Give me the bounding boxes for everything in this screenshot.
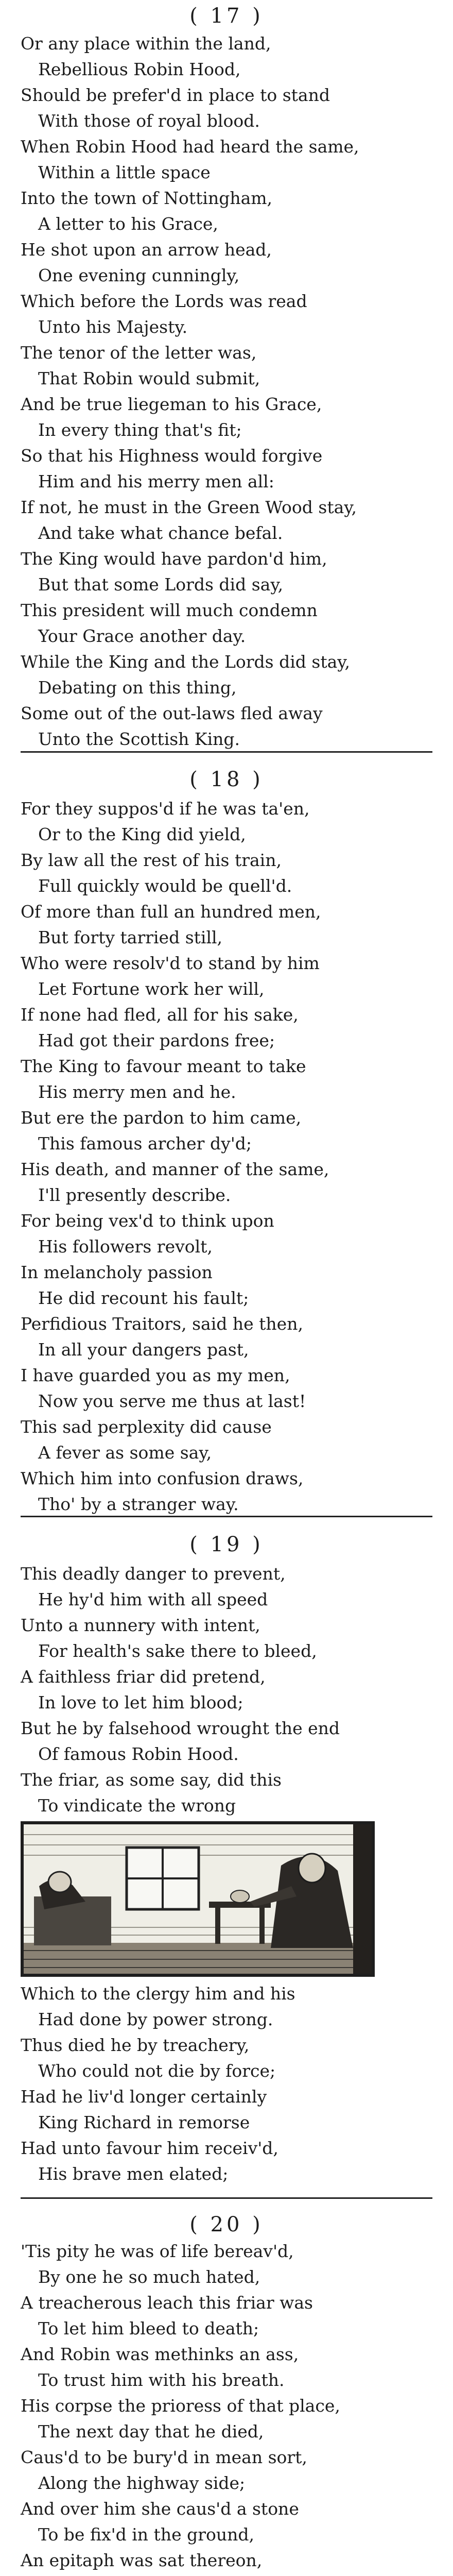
verse-block: [21, 1561, 443, 1819]
woodcut-illustration: [21, 1821, 375, 1977]
verse-line: By one he so much hated,: [38, 2267, 260, 2287]
verse-line: King Richard in remorse: [38, 2112, 250, 2132]
verse-line: In love to let him blood;: [38, 1692, 243, 1713]
verse-line: His brave men elated;: [38, 2164, 229, 2184]
page-number: ( 20 ): [189, 2213, 264, 2236]
verse-line: Had done by power strong.: [38, 2009, 273, 2029]
verse-line: Who were resolv'd to stand by him: [21, 953, 320, 973]
verse-line: Let Fortune work her will,: [38, 979, 265, 999]
page-number: ( 19 ): [189, 1533, 264, 1556]
verse-line: Into the town of Nottingham,: [21, 188, 273, 208]
verse-line: Who could not die by force;: [38, 2061, 276, 2081]
verse-block: [21, 2239, 443, 2576]
verse-line: A treacherous leach this friar was: [21, 2293, 313, 2313]
verse-line: A fever as some say,: [38, 1443, 212, 1463]
verse-line: In melancholy passion: [21, 1262, 213, 1282]
verse-line: So that his Highness would forgive: [21, 446, 323, 466]
verse-block: [21, 796, 443, 1517]
verse-line: By law all the rest of his train,: [21, 850, 282, 870]
verse-line: With those of royal blood.: [38, 111, 260, 131]
verse-line: And over him she caus'd a stone: [21, 2499, 299, 2519]
page-number: ( 18 ): [189, 768, 264, 791]
verse-line: But that some Lords did say,: [38, 574, 284, 595]
verse-line: An epitaph was sat thereon,: [21, 2550, 263, 2570]
verse-line: The King would have pardon'd him,: [21, 549, 327, 569]
verse-block: [21, 31, 443, 752]
verse-line: The friar, as some say, did this: [21, 1770, 282, 1790]
page-divider: [21, 2197, 432, 2199]
verse-line: Your Grace another day.: [38, 626, 246, 646]
page-divider: [21, 751, 432, 753]
verse-line: This deadly danger to prevent,: [21, 1564, 286, 1584]
verse-line: I'll presently describe.: [38, 1185, 231, 1205]
verse-line: To let him bleed to death;: [38, 2318, 259, 2338]
verse-line: Unto a nunnery with intent,: [21, 1615, 260, 1635]
verse-line: And take what chance befal.: [38, 523, 283, 543]
verse-line: Unto the Scottish King.: [38, 729, 240, 749]
verse-line: 'Tis pity he was of life bereav'd,: [21, 2241, 294, 2261]
verse-line: And Robin was methinks an ass,: [21, 2344, 299, 2364]
verse-line: To vindicate the wrong: [38, 1795, 236, 1816]
verse-line: Or to the King did yield,: [38, 824, 246, 844]
verse-line: The King to favour meant to take: [21, 1056, 306, 1076]
verse-line: To be fix'd in the ground,: [38, 2524, 254, 2545]
verse-line: His death, and manner of the same,: [21, 1159, 329, 1179]
verse-line: His followers revolt,: [38, 1236, 213, 1257]
verse-line: This president will much condemn: [21, 600, 318, 620]
verse-line: [21, 2573, 443, 2576]
verse-line: And be true liegeman to his Grace,: [21, 394, 322, 414]
verse-line: Which before the Lords was read: [21, 291, 307, 311]
verse-line: The next day that he died,: [38, 2421, 264, 2442]
verse-line: For they suppos'd if he was ta'en,: [21, 799, 310, 819]
verse-line: Thus died he by treachery,: [21, 2035, 250, 2055]
verse-line: Caus'd to be bury'd in mean sort,: [21, 2447, 307, 2467]
verse-line: Had unto favour him receiv'd,: [21, 2138, 278, 2158]
verse-line: This famous archer dy'd;: [38, 1133, 252, 1154]
verse-line: But ere the pardon to him came,: [21, 1108, 302, 1128]
verse-line: If none had fled, all for his sake,: [21, 1005, 299, 1025]
verse-line: Some out of the out-laws fled away: [21, 703, 323, 723]
verse-line: Perfidious Traitors, said he then,: [21, 1314, 303, 1334]
verse-line: In all your dangers past,: [38, 1340, 249, 1360]
verse-line: He did recount his fault;: [38, 1288, 249, 1308]
verse-line: For being vex'd to think upon: [21, 1211, 274, 1231]
verse-line: One evening cunningly,: [38, 265, 240, 285]
verse-line: Rebellious Robin Hood,: [38, 59, 241, 79]
verse-line: Which to the clergy him and his: [21, 1984, 295, 2004]
verse-line: For health's sake there to bleed,: [38, 1641, 317, 1661]
verse-line: Debating on this thing,: [38, 677, 237, 698]
verse-line: That Robin would submit,: [38, 368, 260, 388]
verse-line: His merry men and he.: [38, 1082, 236, 1102]
verse-line: Should be prefer'd in place to stand: [21, 85, 330, 105]
verse-line: When Robin Hood had heard the same,: [21, 137, 359, 157]
verse-line: Unto his Majesty.: [38, 317, 188, 337]
page-number: ( 17 ): [189, 4, 264, 28]
verse-line: Which him into confusion draws,: [21, 1468, 304, 1488]
verse-line: Had he liv'd longer certainly: [21, 2087, 267, 2107]
verse-line: Of more than full an hundred men,: [21, 902, 321, 922]
verse-line: If not, he must in the Green Wood stay,: [21, 497, 357, 517]
verse-line: While the King and the Lords did stay,: [21, 652, 351, 672]
verse-line: In every thing that's fit;: [38, 420, 242, 440]
verse-line: He shot upon an arrow head,: [21, 240, 272, 260]
verse-line: But he by falsehood wrought the end: [21, 1718, 340, 1738]
verse-line: Within a little space: [38, 162, 211, 182]
verse-line: Him and his merry men all:: [38, 471, 274, 492]
verse-line: The tenor of the letter was,: [21, 343, 257, 363]
verse-line: But forty tarried still,: [38, 927, 223, 947]
verse-line: I have guarded you as my men,: [21, 1365, 290, 1385]
verse-line: A faithless friar did pretend,: [21, 1667, 266, 1687]
verse-line: A letter to his Grace,: [38, 214, 218, 234]
verse-line: He hy'd him with all speed: [38, 1589, 268, 1609]
verse-line: Tho' by a stranger way.: [38, 1494, 239, 1514]
verse-line: Full quickly would be quell'd.: [38, 876, 292, 896]
page-divider: [21, 1516, 432, 1517]
verse-line: Along the highway side;: [38, 2473, 246, 2493]
verse-line: Now you serve me thus at last!: [38, 1391, 306, 1411]
verse-block: [21, 1981, 443, 2187]
verse-line: To trust him with his breath.: [38, 2370, 285, 2390]
verse-line: Or any place within the land,: [21, 33, 271, 54]
verse-line: His corpse the prioress of that place,: [21, 2396, 340, 2416]
verse-line: This sad perplexity did cause: [21, 1417, 272, 1437]
verse-line: Of famous Robin Hood.: [38, 1744, 239, 1764]
verse-line: Had got their pardons free;: [38, 1030, 275, 1050]
